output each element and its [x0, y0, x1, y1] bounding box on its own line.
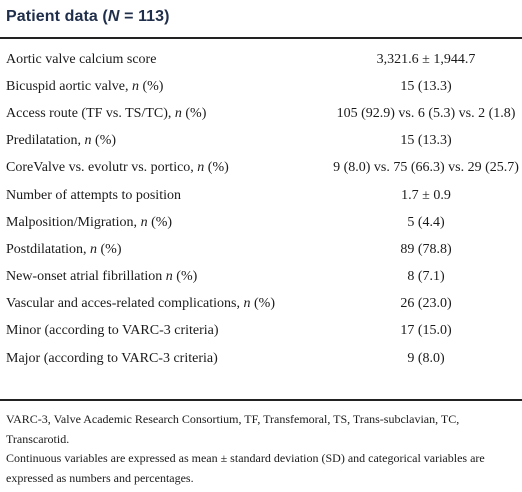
row-label — [0, 155, 330, 182]
statistics-note: Continuous variables are expressed as mean ± standard deviation (SD) and categorical variables are expressed as numbers and percentages. — [6, 451, 485, 485]
row-label-text: Malposition/Migration, — [6, 214, 141, 230]
row-value: 89 (78.8) — [400, 241, 452, 257]
row-label-unit: (%) — [172, 269, 198, 285]
row-value: 17 (15.0) — [400, 323, 452, 339]
row-label — [0, 46, 330, 73]
top-rule — [0, 37, 522, 39]
row-value: 15 (13.3) — [400, 78, 452, 94]
row-label-text: Access route (TF vs. TS/TC), — [6, 105, 175, 121]
table-row — [0, 100, 522, 127]
table-row — [0, 155, 522, 182]
row-label-text: CoreValve vs. evolutr vs. portico, — [6, 160, 198, 176]
table-row — [0, 73, 522, 100]
table-row — [0, 209, 522, 236]
row-label-n-symbol: n — [197, 160, 205, 176]
row-label-n-symbol: n — [131, 78, 139, 94]
title-suffix: = 113) — [119, 8, 170, 25]
row-value: 3,321.6 ± 1,944.7 — [376, 51, 476, 67]
row-label-unit: (%) — [147, 214, 173, 230]
row-label — [0, 236, 330, 263]
row-value: 105 (92.9) vs. 6 (5.3) vs. 2 (1.8) — [336, 105, 516, 121]
row-label — [0, 209, 330, 236]
table-footnotes — [6, 410, 518, 488]
row-label-n-symbol: n — [84, 133, 92, 149]
row-label-unit: (%) — [91, 133, 117, 149]
row-label — [0, 345, 330, 372]
table-body — [0, 46, 522, 372]
row-value: 15 (13.3) — [400, 133, 452, 149]
table-row — [0, 236, 522, 263]
title-prefix: Patient data ( — [6, 8, 108, 25]
row-label-text: Bicuspid aortic valve, — [6, 78, 132, 94]
row-label-n-symbol: n — [174, 105, 182, 121]
row-label-unit: (%) — [250, 296, 276, 312]
title-n-symbol: N — [107, 8, 120, 25]
table-row — [0, 182, 522, 209]
row-label — [0, 291, 330, 318]
row-label-unit: (%) — [138, 78, 164, 94]
table-row — [0, 46, 522, 73]
row-label — [0, 128, 330, 155]
row-label-text: Major (according to VARC-3 criteria) — [6, 350, 218, 366]
row-label-n-symbol: n — [243, 296, 251, 312]
row-label-text: Number of attempts to position — [6, 187, 181, 203]
row-label — [0, 100, 330, 127]
abbreviations-note: VARC-3, Valve Academic Research Consortium, TF, Transfemoral, TS, Trans-subclavian, TC, Transcarotid. — [6, 412, 460, 446]
row-value: 9 (8.0) — [407, 350, 445, 366]
table-title — [6, 8, 170, 26]
bottom-rule — [0, 399, 522, 401]
row-label-unit: (%) — [181, 105, 207, 121]
row-label-n-symbol: n — [140, 214, 148, 230]
patient-data-table — [0, 46, 522, 372]
row-label-text: Predilatation, — [6, 133, 85, 149]
row-label-text: Postdilatation, — [6, 241, 90, 257]
table-row — [0, 318, 522, 345]
row-value: 5 (4.4) — [407, 214, 445, 230]
row-label-unit: (%) — [97, 241, 122, 257]
row-label-text: Vascular and acces-related complications, — [6, 296, 244, 312]
table-row — [0, 345, 522, 372]
row-label — [0, 264, 330, 291]
row-label — [0, 318, 330, 345]
row-label — [0, 182, 330, 209]
row-label-unit: (%) — [204, 160, 229, 176]
row-label — [0, 73, 330, 100]
row-label-text: Aortic valve calcium score — [6, 51, 157, 67]
row-label-text: Minor (according to VARC-3 criteria) — [6, 323, 219, 339]
row-value: 9 (8.0) vs. 75 (66.3) vs. 29 (25.7) — [333, 160, 519, 176]
row-value: 1.7 ± 0.9 — [401, 187, 451, 203]
table-row — [0, 264, 522, 291]
table-row — [0, 291, 522, 318]
row-value: 26 (23.0) — [400, 296, 452, 312]
row-label-n-symbol: n — [165, 269, 173, 285]
row-label-n-symbol: n — [90, 241, 97, 257]
table-row — [0, 128, 522, 155]
row-value: 8 (7.1) — [407, 269, 445, 285]
row-label-text: New-onset atrial fibrillation — [6, 269, 166, 285]
